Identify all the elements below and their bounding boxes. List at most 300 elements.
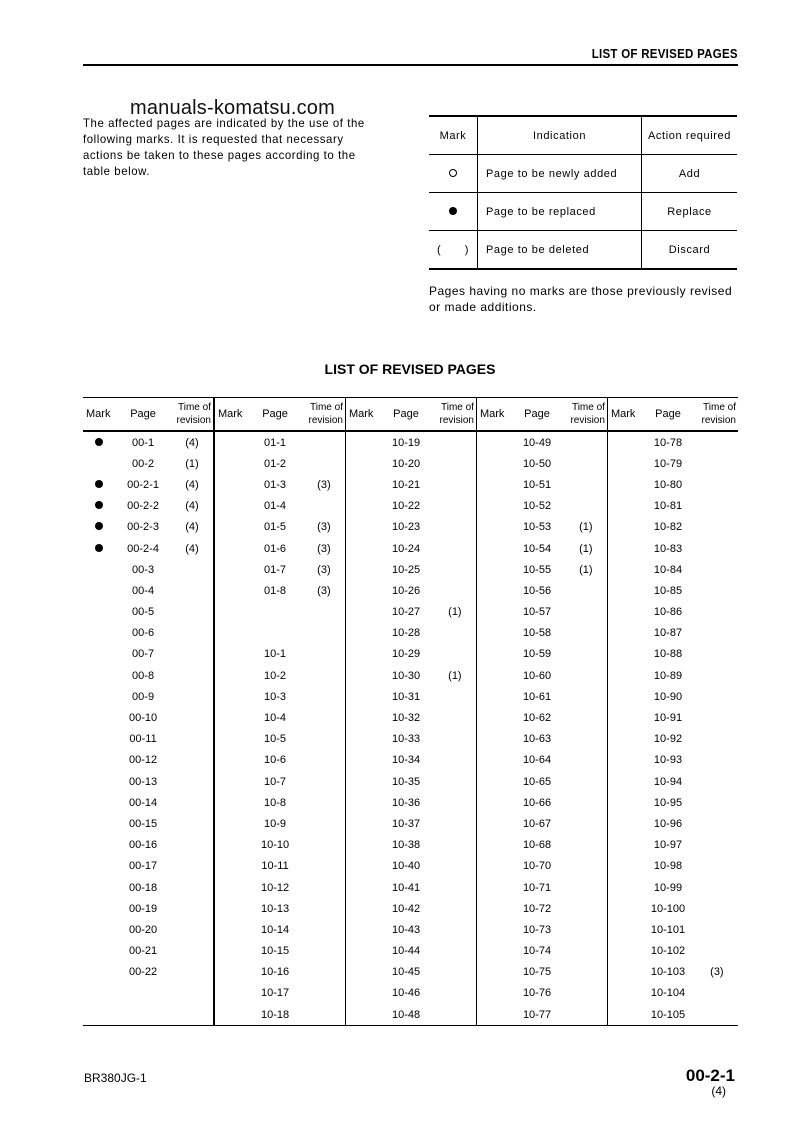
page-cell: 00-18 <box>128 881 158 894</box>
page-cell: 10-34 <box>391 754 421 767</box>
page-cell: 10-9 <box>264 817 287 830</box>
legend-row <box>429 193 737 231</box>
mark-cell <box>83 496 115 517</box>
mark-cell <box>345 1004 378 1026</box>
header-title: LIST OF REVISED PAGES <box>591 47 738 61</box>
revision-cell <box>565 729 608 750</box>
mark-cell <box>83 623 115 644</box>
mark-cell <box>607 686 640 707</box>
revision-cell <box>171 559 214 580</box>
mark-cell <box>83 686 115 707</box>
revision-cell: (1) <box>565 538 608 559</box>
revision-cell <box>434 813 477 834</box>
table-row <box>83 665 738 686</box>
filled-circle-icon <box>95 480 103 488</box>
revision-cell: (1) <box>434 665 477 686</box>
legend-action: Replace <box>642 193 738 231</box>
mark-cell <box>476 877 509 898</box>
legend-header-action: Action required <box>642 116 738 155</box>
page-cell: 10-89 <box>653 669 683 682</box>
revision-cell <box>565 835 608 856</box>
mark-cell <box>83 835 115 856</box>
page-cell: 10-20 <box>391 457 421 470</box>
page-cell: 10-62 <box>522 712 552 725</box>
page-cell: 10-88 <box>653 648 683 661</box>
mark-cell <box>345 474 378 495</box>
mark-cell <box>345 962 378 983</box>
page-cell: 10-13 <box>260 902 290 915</box>
revision-cell <box>303 496 346 517</box>
page-cell: 10-67 <box>522 817 552 830</box>
mark-cell <box>214 835 247 856</box>
page-cell: 10-10 <box>260 839 290 852</box>
page-cell: 10-70 <box>522 860 552 873</box>
revision-cell <box>303 431 346 453</box>
revision-cell <box>434 431 477 453</box>
revision-cell <box>434 623 477 644</box>
mark-cell <box>607 707 640 728</box>
revision-cell <box>171 644 214 665</box>
page-cell: 10-86 <box>653 606 683 619</box>
revision-cell <box>565 1004 608 1026</box>
page-cell: 00-12 <box>128 754 158 767</box>
page-cell: 00-15 <box>128 817 158 830</box>
page-cell: 00-2 <box>132 457 155 470</box>
revision-cell <box>565 474 608 495</box>
table-row <box>83 559 738 580</box>
legend-action: Discard <box>642 231 738 270</box>
revision-cell <box>434 729 477 750</box>
header-mark: Mark <box>214 398 247 432</box>
table-row <box>83 1004 738 1026</box>
mark-cell <box>83 453 115 474</box>
page-cell: 10-44 <box>391 945 421 958</box>
page-cell: 10-99 <box>653 881 683 894</box>
revision-cell <box>434 835 477 856</box>
table-row <box>83 517 738 538</box>
revision-cell <box>171 941 214 962</box>
page-cell: 00-22 <box>128 966 158 979</box>
page-cell: 10-35 <box>391 775 421 788</box>
header-page: Page <box>640 398 696 432</box>
header-time-of-revision <box>434 398 477 432</box>
revision-cell: (1) <box>565 517 608 538</box>
page-cell: 10-81 <box>653 500 683 513</box>
legend-indication: Page to be newly added <box>478 155 642 193</box>
page-cell: 10-33 <box>391 733 421 746</box>
revision-cell <box>434 644 477 665</box>
revision-cell <box>171 856 214 877</box>
revision-cell: (3) <box>303 559 346 580</box>
page-cell: 01-4 <box>264 500 287 513</box>
header-time-line1: Time of <box>440 402 474 413</box>
table-row <box>83 496 738 517</box>
revision-cell <box>171 983 214 1004</box>
revision-cell <box>303 898 346 919</box>
revision-cell <box>303 1004 346 1026</box>
page-cell: 10-38 <box>391 839 421 852</box>
footer-revision: (4) <box>711 1084 726 1098</box>
header-page: Page <box>378 398 434 432</box>
page-cell: 00-2-2 <box>127 500 159 513</box>
revision-cell <box>565 813 608 834</box>
table-header-row <box>83 398 738 432</box>
page-cell: 01-6 <box>264 542 287 555</box>
revision-cell <box>171 686 214 707</box>
revision-cell: (1) <box>565 559 608 580</box>
page-cell: 10-101 <box>650 923 686 936</box>
revision-cell <box>565 623 608 644</box>
mark-cell <box>345 877 378 898</box>
revision-cell <box>303 750 346 771</box>
page-cell: 10-91 <box>653 712 683 725</box>
page-cell: 10-92 <box>653 733 683 746</box>
revision-cell <box>696 707 738 728</box>
revision-cell <box>565 580 608 601</box>
mark-cell <box>83 771 115 792</box>
mark-cell <box>214 919 247 940</box>
revision-cell <box>565 453 608 474</box>
mark-cell <box>214 559 247 580</box>
header-rule <box>83 64 738 66</box>
mark-cell <box>607 983 640 1004</box>
revision-cell <box>565 856 608 877</box>
filled-circle-icon <box>95 522 103 530</box>
mark-cell <box>83 559 115 580</box>
page-cell: 00-2-1 <box>127 478 159 491</box>
header-mark: Mark <box>607 398 640 432</box>
page-cell: 10-75 <box>522 966 552 979</box>
revision-cell: (3) <box>303 517 346 538</box>
mark-cell <box>345 559 378 580</box>
page-cell: 00-16 <box>128 839 158 852</box>
revision-cell <box>171 665 214 686</box>
revision-cell: (3) <box>303 474 346 495</box>
page-cell: 10-74 <box>522 945 552 958</box>
mark-cell <box>476 1004 509 1026</box>
revision-cell <box>303 835 346 856</box>
page-cell: 00-3 <box>132 563 155 576</box>
page-cell: 10-50 <box>522 457 552 470</box>
revision-cell <box>434 750 477 771</box>
revision-cell <box>696 602 738 623</box>
mark-cell <box>83 707 115 728</box>
revision-cell <box>303 623 346 644</box>
mark-cell <box>214 1004 247 1026</box>
revision-cell <box>696 919 738 940</box>
mark-cell <box>345 496 378 517</box>
revision-cell <box>696 496 738 517</box>
revision-cell: (3) <box>303 538 346 559</box>
mark-cell <box>214 877 247 898</box>
revision-cell <box>303 983 346 1004</box>
mark-cell <box>607 729 640 750</box>
revision-cell <box>171 729 214 750</box>
mark-cell <box>607 517 640 538</box>
mark-cell <box>607 941 640 962</box>
mark-cell <box>476 792 509 813</box>
legend-indication: Page to be deleted <box>478 231 642 270</box>
mark-cell <box>83 602 115 623</box>
mark-cell <box>607 835 640 856</box>
page-cell: 10-7 <box>264 775 287 788</box>
table-row <box>83 941 738 962</box>
mark-cell <box>607 665 640 686</box>
legend-table <box>429 115 737 270</box>
page-cell: 00-13 <box>128 775 158 788</box>
revision-cell <box>171 919 214 940</box>
revision-cell <box>434 877 477 898</box>
revision-cell: (4) <box>171 496 214 517</box>
revision-cell <box>171 1004 214 1026</box>
mark-cell <box>83 750 115 771</box>
page-cell: 10-31 <box>391 690 421 703</box>
page-cell: 10-76 <box>522 987 552 1000</box>
mark-cell <box>607 623 640 644</box>
mark-cell <box>345 898 378 919</box>
page-cell <box>247 602 303 623</box>
revision-cell <box>696 941 738 962</box>
mark-cell <box>83 1004 115 1026</box>
mark-cell <box>476 941 509 962</box>
page-cell: 10-103 <box>650 966 686 979</box>
page-cell: 10-32 <box>391 712 421 725</box>
page-cell: 10-68 <box>522 839 552 852</box>
page-cell: 10-37 <box>391 817 421 830</box>
mark-cell <box>214 729 247 750</box>
filled-circle-icon <box>95 544 103 552</box>
mark-cell <box>476 665 509 686</box>
revision-cell <box>696 750 738 771</box>
page-cell: 10-85 <box>653 584 683 597</box>
mark-cell <box>214 474 247 495</box>
page-cell <box>247 623 303 644</box>
mark-cell <box>607 813 640 834</box>
mark-cell <box>476 962 509 983</box>
mark-cell <box>214 602 247 623</box>
page-cell: 10-28 <box>391 627 421 640</box>
revision-cell <box>303 707 346 728</box>
mark-cell <box>345 856 378 877</box>
mark-cell <box>345 750 378 771</box>
mark-cell <box>345 580 378 601</box>
page-cell: 00-14 <box>128 796 158 809</box>
page-cell: 10-94 <box>653 775 683 788</box>
revision-cell <box>434 792 477 813</box>
header-time-of-revision <box>171 398 214 432</box>
page-cell: 00-5 <box>132 606 155 619</box>
mark-cell <box>345 771 378 792</box>
revision-cell <box>434 771 477 792</box>
revision-cell <box>696 729 738 750</box>
revision-cell <box>434 580 477 601</box>
revision-cell <box>696 580 738 601</box>
mark-cell <box>607 1004 640 1026</box>
mark-cell <box>607 771 640 792</box>
mark-cell <box>345 431 378 453</box>
revision-cell: (1) <box>434 602 477 623</box>
revision-cell <box>171 602 214 623</box>
revision-cell: (4) <box>171 538 214 559</box>
table-row <box>83 580 738 601</box>
page-cell: 10-63 <box>522 733 552 746</box>
revision-cell <box>565 496 608 517</box>
page-cell: 10-46 <box>391 987 421 1000</box>
revision-cell <box>696 813 738 834</box>
mark-cell <box>214 771 247 792</box>
mark-cell <box>476 517 509 538</box>
revision-cell <box>303 813 346 834</box>
revision-cell <box>565 962 608 983</box>
page-cell: 10-4 <box>264 712 287 725</box>
mark-cell <box>83 877 115 898</box>
revision-cell: (3) <box>303 580 346 601</box>
revision-cell <box>565 771 608 792</box>
mark-cell <box>607 538 640 559</box>
mark-cell <box>83 813 115 834</box>
revision-cell <box>696 898 738 919</box>
mark-cell <box>214 623 247 644</box>
intro-paragraph: The affected pages are indicated by the use of the following marks. It is requested that necessary actions be taken to these pages according to the table below. <box>83 116 365 178</box>
mark-cell <box>476 813 509 834</box>
revision-cell <box>303 792 346 813</box>
mark-cell <box>214 941 247 962</box>
page-cell: 10-95 <box>653 796 683 809</box>
revision-cell <box>565 602 608 623</box>
page-cell: 10-2 <box>264 669 287 682</box>
mark-cell <box>607 962 640 983</box>
header-time-line1: Time of <box>703 402 736 413</box>
mark-cell <box>345 813 378 834</box>
page-cell: 10-61 <box>522 690 552 703</box>
page-cell: 00-9 <box>132 690 155 703</box>
revision-cell <box>696 835 738 856</box>
mark-cell <box>607 898 640 919</box>
mark-cell <box>214 453 247 474</box>
page-cell: 00-4 <box>132 584 155 597</box>
page-cell: 00-1 <box>132 436 155 449</box>
page-cell: 01-7 <box>264 563 287 576</box>
revision-cell: (4) <box>171 474 214 495</box>
mark-cell <box>607 474 640 495</box>
page-cell: 10-40 <box>391 860 421 873</box>
page-cell: 10-78 <box>653 436 683 449</box>
page-cell: 10-79 <box>653 457 683 470</box>
revision-cell <box>171 962 214 983</box>
table-row <box>83 983 738 1004</box>
page-cell: 10-36 <box>391 796 421 809</box>
open-circle-icon <box>449 169 457 177</box>
revision-cell <box>171 898 214 919</box>
table-row <box>83 835 738 856</box>
page-cell: 10-29 <box>391 648 421 661</box>
page-cell: 10-3 <box>264 690 287 703</box>
revision-cell <box>171 707 214 728</box>
page-cell: 10-73 <box>522 923 552 936</box>
mark-cell <box>345 707 378 728</box>
header-mark: Mark <box>476 398 509 432</box>
page-cell: 01-5 <box>264 521 287 534</box>
revision-cell <box>434 1004 477 1026</box>
mark-cell <box>607 431 640 453</box>
mark-cell <box>345 792 378 813</box>
page-cell: 00-21 <box>128 945 158 958</box>
mark-cell <box>607 602 640 623</box>
mark-cell <box>345 665 378 686</box>
revision-cell <box>565 644 608 665</box>
revision-cell <box>696 1004 738 1026</box>
mark-cell <box>214 983 247 1004</box>
page-cell: 10-57 <box>522 606 552 619</box>
page-cell <box>115 1004 171 1026</box>
revision-cell <box>434 941 477 962</box>
revision-cell <box>434 962 477 983</box>
revision-cell <box>565 665 608 686</box>
revision-cell <box>565 941 608 962</box>
mark-cell <box>214 517 247 538</box>
page-cell: 10-59 <box>522 648 552 661</box>
table-row <box>83 686 738 707</box>
revision-cell <box>696 686 738 707</box>
page-cell: 10-14 <box>260 923 290 936</box>
revision-cell: (4) <box>171 431 214 453</box>
table-row <box>83 919 738 940</box>
revision-cell <box>434 559 477 580</box>
page-cell: 00-20 <box>128 923 158 936</box>
table-row <box>83 898 738 919</box>
revision-cell <box>565 707 608 728</box>
revision-cell <box>303 686 346 707</box>
revision-cell <box>434 983 477 1004</box>
page-cell: 10-6 <box>264 754 287 767</box>
revision-cell <box>696 474 738 495</box>
revision-cell <box>434 538 477 559</box>
page-cell: 00-2-4 <box>127 542 159 555</box>
header-time-line2: revision <box>308 415 343 426</box>
mark-cell <box>83 580 115 601</box>
mark-cell <box>476 919 509 940</box>
page-cell: 10-12 <box>260 881 290 894</box>
page-cell: 10-49 <box>522 436 552 449</box>
mark-cell <box>476 559 509 580</box>
header-time-line1: Time of <box>571 402 605 413</box>
mark-cell <box>476 623 509 644</box>
mark-cell <box>345 919 378 940</box>
page-cell: 00-19 <box>128 902 158 915</box>
page-cell: 10-56 <box>522 584 552 597</box>
revision-cell <box>434 856 477 877</box>
table-row <box>83 538 738 559</box>
page-cell: 10-72 <box>522 902 552 915</box>
footer-page-number: 00-2-1 <box>685 1066 735 1085</box>
mark-cell <box>83 729 115 750</box>
mark-cell <box>214 856 247 877</box>
page-cell: 10-93 <box>653 754 683 767</box>
revision-cell <box>303 602 346 623</box>
header-mark: Mark <box>345 398 378 432</box>
filled-circle-icon <box>95 501 103 509</box>
table-row <box>83 453 738 474</box>
revision-cell <box>696 623 738 644</box>
mark-cell <box>345 538 378 559</box>
mark-cell <box>345 835 378 856</box>
mark-cell <box>345 686 378 707</box>
revision-cell <box>696 453 738 474</box>
mark-cell <box>214 813 247 834</box>
table-row <box>83 813 738 834</box>
page-cell: 01-8 <box>264 584 287 597</box>
page-cell: 10-77 <box>509 1004 565 1026</box>
